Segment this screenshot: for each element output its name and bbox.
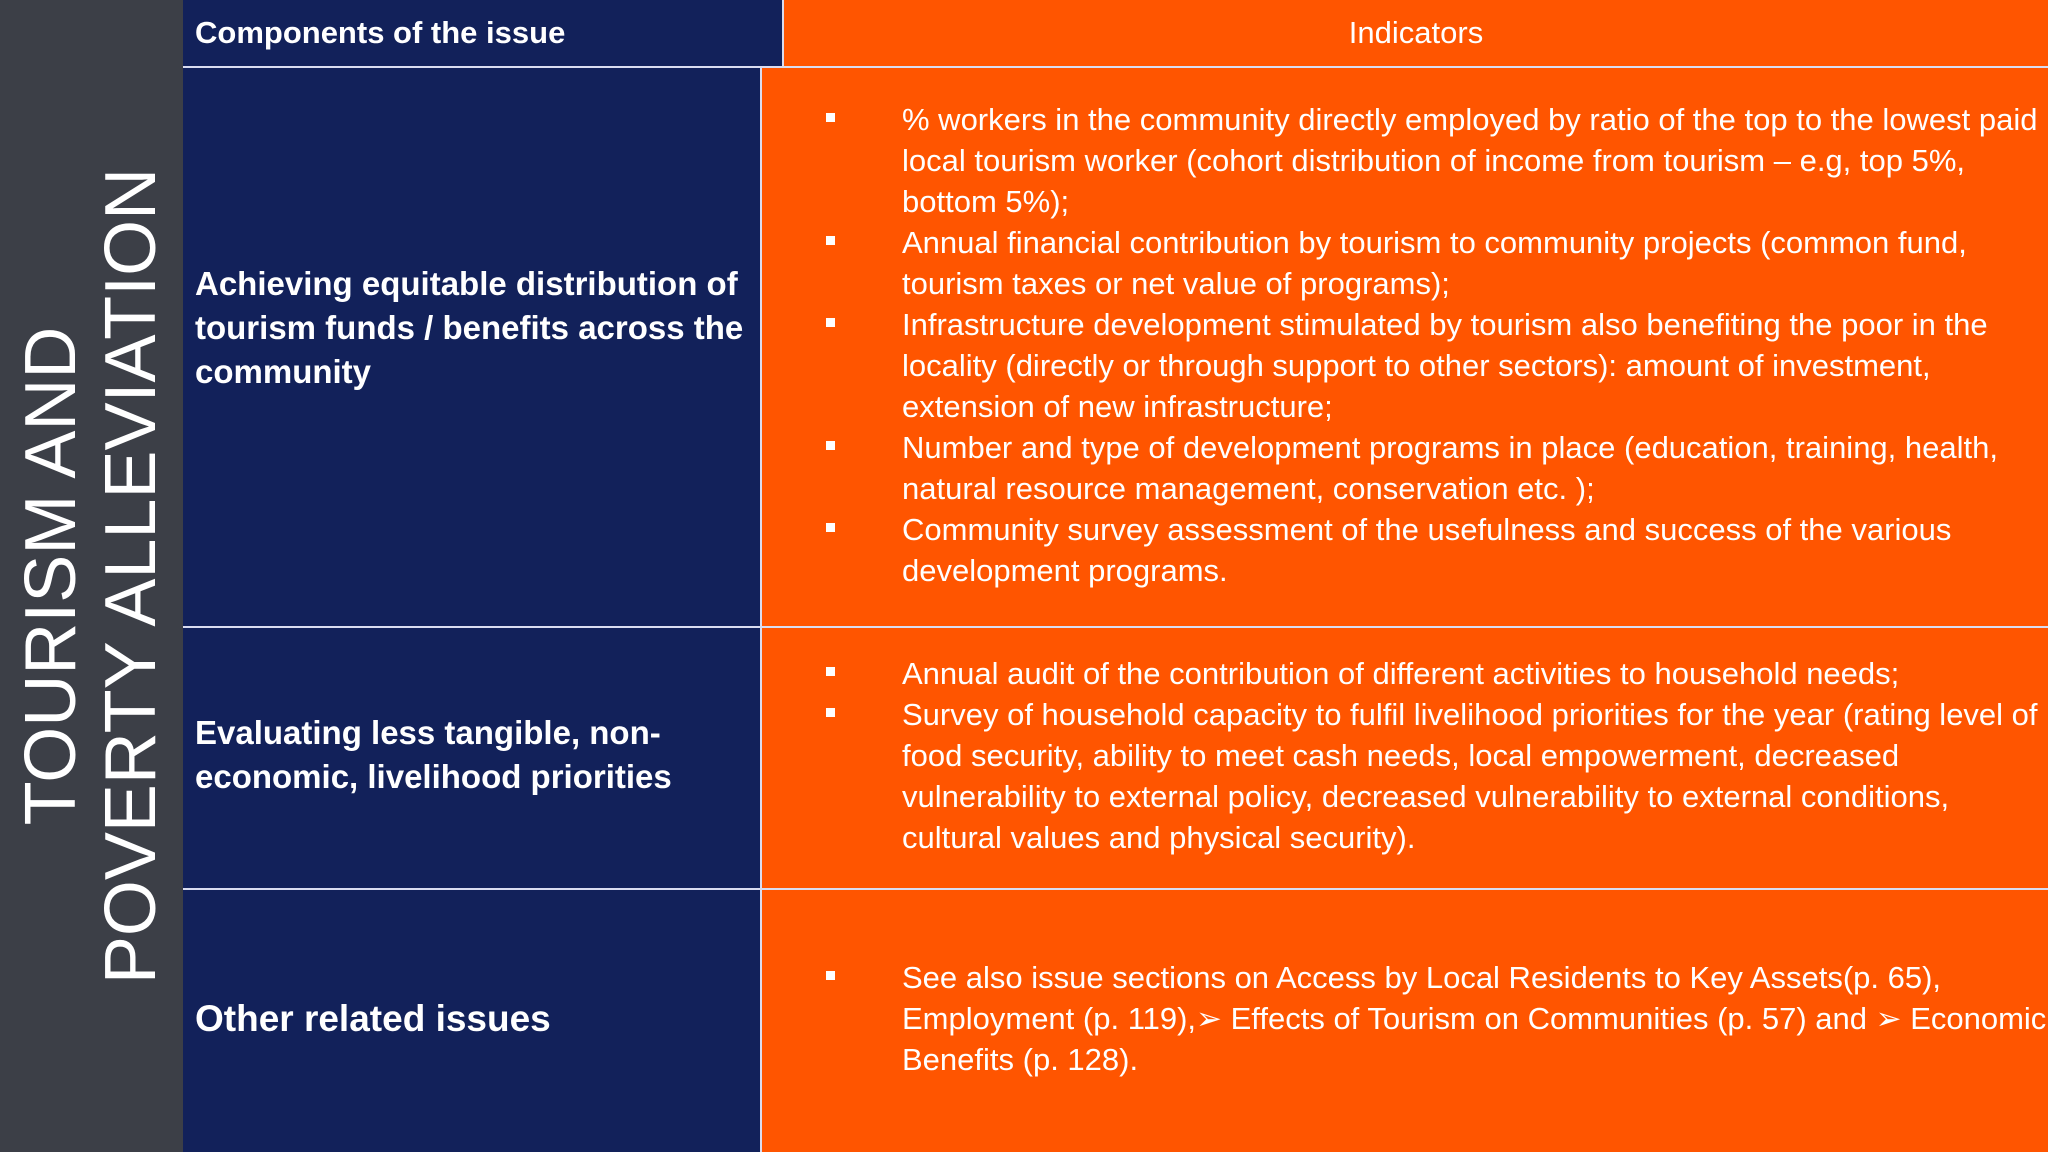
header-components	[183, 0, 784, 66]
list-item: Annual financial contribution by tourism to community projects (common fund, tourism taxes or net value of programs);	[808, 222, 2048, 304]
indicator-list	[762, 653, 2048, 858]
list-item: Survey of household capacity to fulfil livelihood priorities for the year (rating level of food security, ability to meet cash needs, local empowerment, decreased vulnerability to external policy, decreased vulnerability to external conditions, cultural values and physical security).	[808, 694, 2048, 858]
list-item: Annual audit of the contribution of different activities to household needs;	[808, 653, 2048, 694]
list-item: % workers in the community directly employed by ratio of the top to the lowest paid local tourism worker (cohort distribution of income from tourism – e.g, top 5%, bottom 5%);	[808, 99, 2048, 222]
indicator-list	[762, 957, 2048, 1080]
indicators-table	[183, 0, 2048, 1152]
component-cell	[183, 628, 762, 888]
header-indicators	[784, 0, 2048, 66]
list-item: Infrastructure development stimulated by tourism also benefiting the poor in the locality (directly or through support to other sectors): amount of investment, extension of new infrastructure;	[808, 304, 2048, 427]
list-item: Number and type of development programs in place (education, training, health, natural resource management, conservation etc. );	[808, 427, 2048, 509]
component-text: Evaluating less tangible, non-economic, livelihood priorities	[195, 714, 672, 795]
table-header-row	[183, 0, 2048, 68]
list-item: See also issue sections on Access by Local Residents to Key Assets(p. 65), Employment (p. 119),➢ Effects of Tourism on Communities (p. 57) and ➢ Economic Benefits (p. 128).	[808, 957, 2048, 1080]
component-cell	[183, 68, 762, 626]
sidebar	[0, 0, 183, 1152]
header-indicators-label: Indicators	[1348, 15, 1484, 50]
component-cell	[183, 890, 762, 1152]
component-text: Other related issues	[195, 998, 551, 1039]
header-components-label: Components of the issue	[195, 15, 566, 50]
table-row	[183, 890, 2048, 1152]
vertical-title-line-1: TOURISM AND	[11, 326, 91, 826]
vertical-title	[11, 168, 171, 984]
indicator-list	[762, 99, 2048, 591]
indicators-cell	[762, 890, 2048, 1152]
table-row	[183, 628, 2048, 890]
component-text: Achieving equitable distribution of tourism funds / benefits across the community	[195, 265, 744, 390]
table-row	[183, 68, 2048, 628]
list-item: Community survey assessment of the usefulness and success of the various development programs.	[808, 509, 2048, 591]
vertical-title-line-2: POVERTY ALLEVIATION	[91, 167, 171, 985]
indicators-cell	[762, 628, 2048, 888]
indicators-cell	[762, 68, 2048, 626]
